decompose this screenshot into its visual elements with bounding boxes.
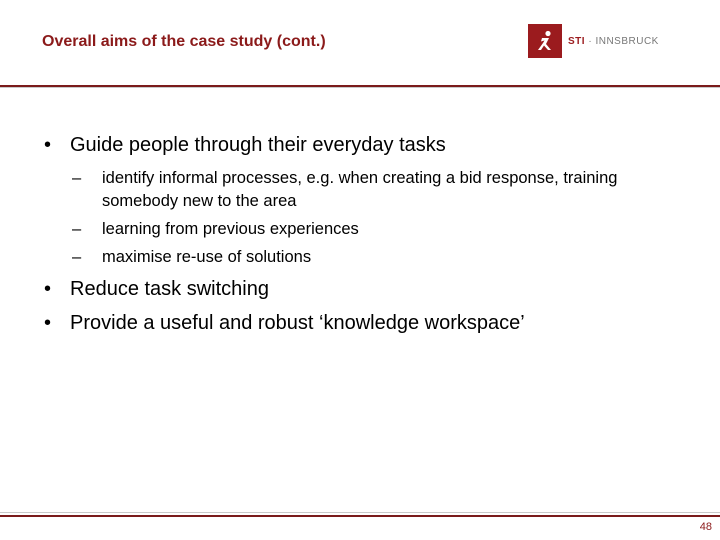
logo-name: INNSBRUCK	[595, 35, 659, 47]
sub-bullet-item	[72, 218, 694, 241]
sub-bullet-item	[72, 246, 694, 269]
sti-innsbruck-logo	[528, 24, 659, 58]
sub-bullet-marker: –	[72, 248, 82, 266]
sub-bullet-list	[72, 167, 694, 269]
slide-title: Overall aims of the case study (cont.)	[42, 33, 326, 50]
header-divider-shadow	[0, 87, 720, 88]
sti-figure-icon	[528, 24, 562, 58]
sub-bullet-text: identify informal processes, e.g. when creating a bid response, training somebody new to the area	[102, 169, 618, 210]
sub-bullet-marker: –	[72, 169, 82, 187]
footer-divider	[0, 515, 720, 517]
bullet-item	[44, 131, 694, 159]
page-number: 48	[699, 521, 712, 533]
logo-text	[568, 36, 659, 47]
sub-bullet-item	[72, 167, 694, 213]
footer-divider-shadow	[0, 512, 720, 513]
bullet-marker: •	[44, 312, 52, 334]
bullet-text: Guide people through their everyday tasks	[70, 134, 446, 156]
logo-brand: STI	[568, 35, 586, 47]
sub-bullet-text: learning from previous experiences	[102, 220, 359, 238]
logo-separator: ·	[585, 35, 596, 47]
bullet-marker: •	[44, 278, 52, 300]
bullet-marker: •	[44, 134, 52, 156]
slide-content	[44, 131, 694, 337]
sub-bullet-marker: –	[72, 220, 82, 238]
bullet-item	[44, 275, 694, 303]
sub-bullet-text: maximise re-use of solutions	[102, 248, 312, 266]
bullet-item	[44, 309, 694, 337]
bullet-text: Reduce task switching	[70, 278, 269, 300]
bullet-text: Provide a useful and robust ‘knowledge workspace’	[70, 312, 525, 334]
